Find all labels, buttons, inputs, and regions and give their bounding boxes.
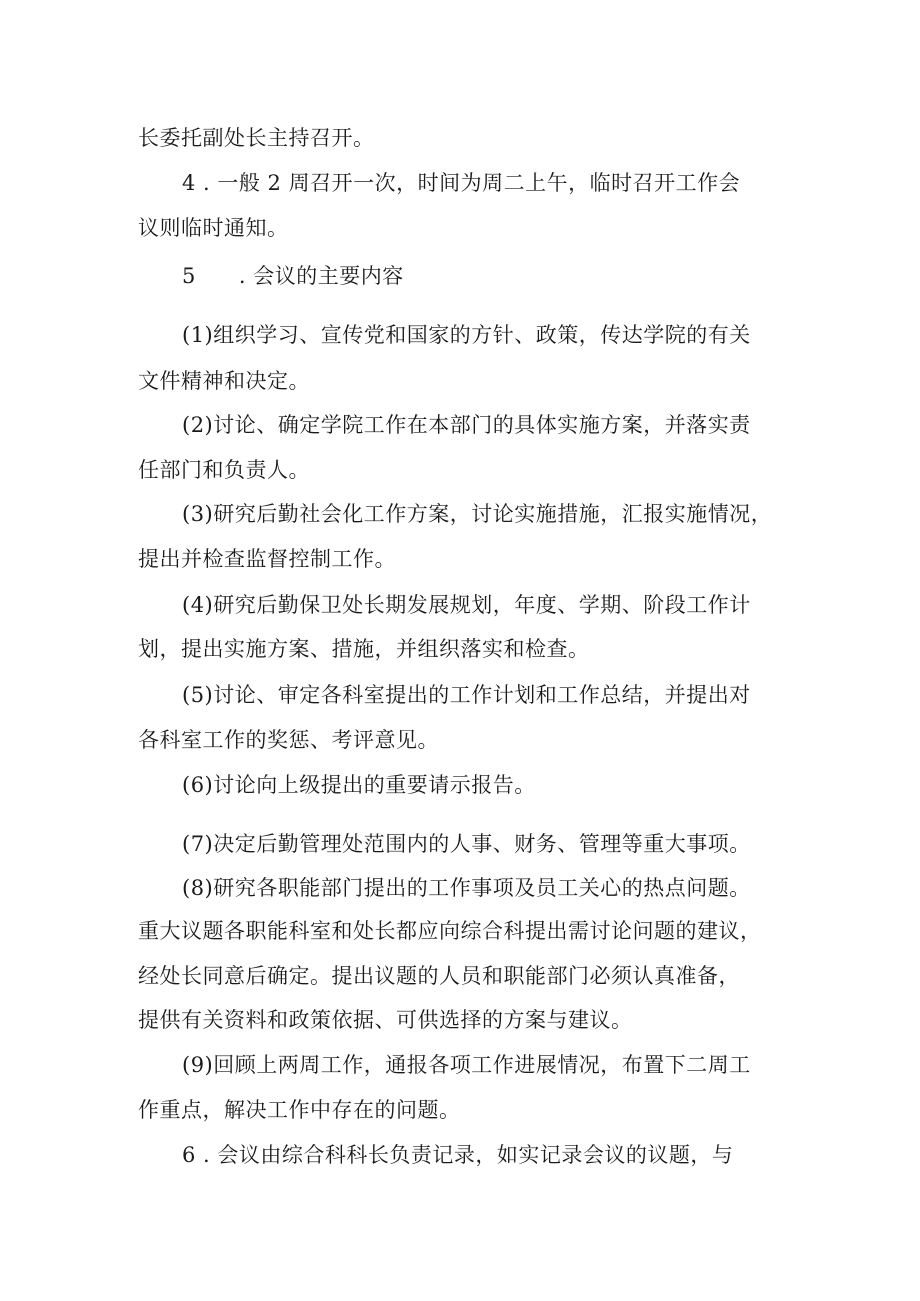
text-line: (9)回顾上两周工作，通报各项工作进展情况，布置下二周工 — [182, 1053, 751, 1077]
text-line: (2)讨论、确定学院工作在本部门的具体实施方案，并落实责 — [182, 413, 751, 437]
section-heading: 5 . 会议的主要内容 — [182, 264, 404, 288]
text-line: 6 . 会议由综合科科长负责记录，如实记录会议的议题，与 — [182, 1143, 734, 1167]
text-line: 各科室工作的奖惩、考评意见。 — [138, 728, 439, 752]
text-line: (8)研究各职能部门提出的工作事项及员工关心的热点问题。 — [182, 876, 751, 900]
text-line: 长委托副处长主持召开。 — [138, 126, 375, 150]
text-line: 经处长同意后确定。提出议题的人员和职能部门必须认真准备， — [138, 964, 740, 988]
text-line: 提供有关资料和政策依据、可供选择的方案与建议。 — [138, 1008, 633, 1032]
text-line: (5)讨论、审定各科室提出的工作计划和工作总结，并提出对 — [182, 683, 751, 707]
text-line: 文件精神和决定。 — [138, 369, 310, 393]
text-line: 重大议题各职能科室和处长都应向综合科提出需讨论问题的建议， — [138, 919, 762, 943]
text-line: 4 . 一般 2 周召开一次，时间为周二上午，临时召开工作会 — [182, 171, 741, 195]
text-line: 划，提出实施方案、措施，并组织落实和检查。 — [138, 637, 590, 661]
text-line: (6)讨论向上级提出的重要请示报告。 — [182, 773, 536, 797]
text-line: 作重点，解决工作中存在的问题。 — [138, 1098, 461, 1122]
text-line: (3)研究后勤社会化工作方案，讨论实施措施，汇报实施情况， — [182, 502, 773, 526]
text-line: (4)研究后勤保卫处长期发展规划，年度、学期、阶段工作计 — [182, 593, 751, 617]
text-line: 任部门和负责人。 — [138, 458, 310, 482]
text-line: 提出并检查监督控制工作。 — [138, 547, 396, 571]
text-line: (1)组织学习、宣传党和国家的方针、政策，传达学院的有关 — [182, 323, 751, 347]
text-line: (7)决定后勤管理处范围内的人事、财务、管理等重大事项。 — [182, 832, 751, 856]
text-line: 议则临时通知。 — [138, 216, 289, 240]
